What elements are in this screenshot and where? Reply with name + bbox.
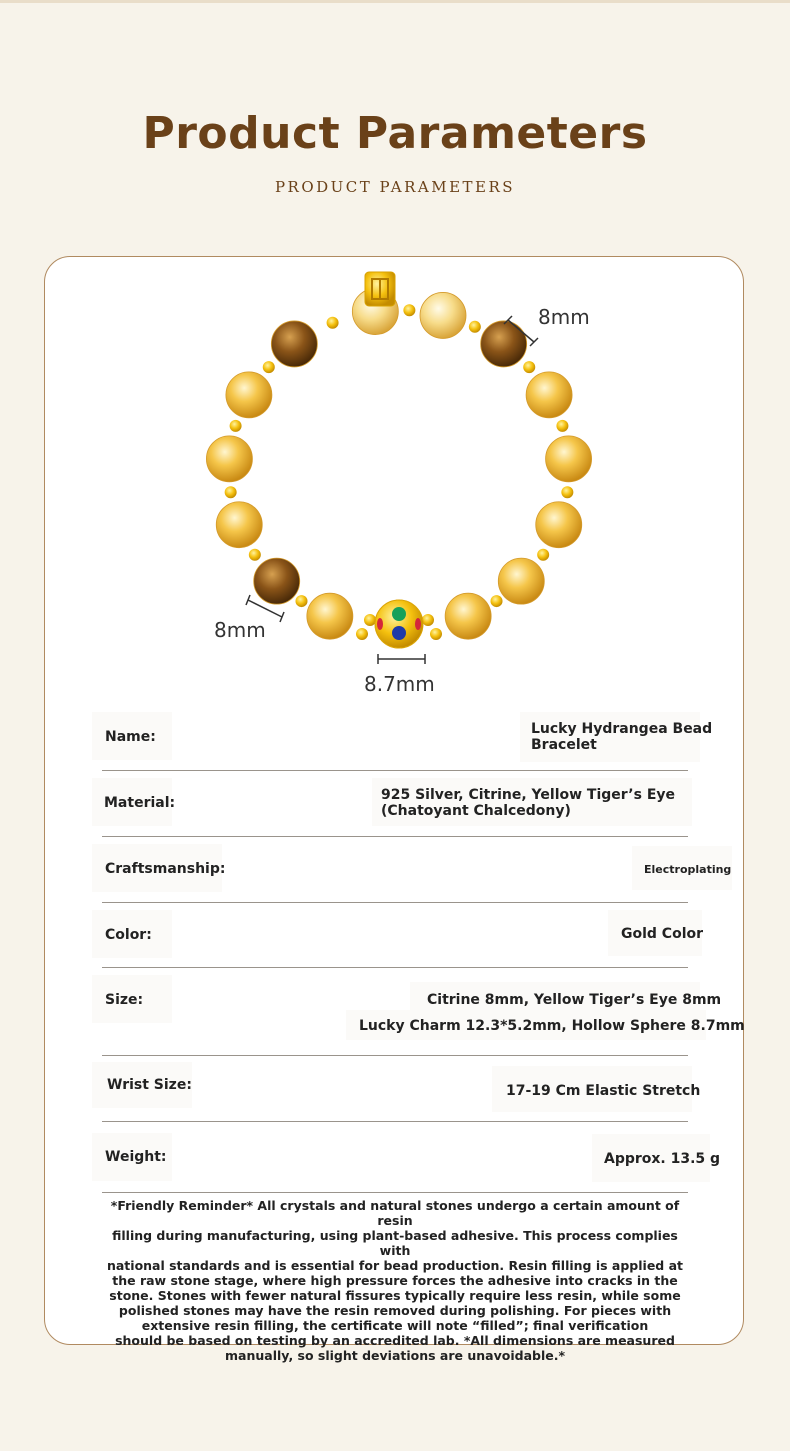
spacer-bead [230, 420, 242, 432]
spacer-bead [403, 304, 415, 316]
dimension-bottom: 8.7mm [364, 672, 435, 696]
reminder-line: the raw stone stage, where high pressure forces the adhesive into cracks in the [112, 1273, 678, 1288]
spacer-bead [523, 361, 535, 373]
stone-bead [206, 436, 252, 482]
stone-bead [498, 558, 544, 604]
spacer-bead [491, 595, 503, 607]
reminder-line: polished stones may have the resin removed during polishing. For pieces with [118, 1303, 672, 1318]
spacer-bead [561, 486, 573, 498]
reminder-line: filling during manufacturing, using plant-based adhesive. This process complies with [112, 1228, 678, 1258]
size-value-line2: Lucky Charm 12.3*5.2mm, Hollow Sphere 8.7mm [359, 1018, 745, 1034]
spacer-bead [537, 549, 549, 561]
reminder-line: extensive resin filling, the certificate will note “filled”; final verification [141, 1318, 649, 1333]
lucky-charm [365, 272, 395, 306]
name-value-line1: Lucky Hydrangea Bead [531, 721, 713, 737]
material-value-line1: 925 Silver, Citrine, Yellow Tiger’s Eye [381, 787, 675, 803]
row-divider [102, 902, 688, 903]
spacer-bead [263, 361, 275, 373]
spacer-bead [556, 420, 568, 432]
stone-bead [216, 502, 262, 548]
spacer-bead [327, 317, 339, 329]
name-label: Name: [105, 729, 156, 745]
stone-bead [271, 321, 317, 367]
row-divider [102, 836, 688, 837]
material-value-line2: (Chatoyant Chalcedony) [381, 803, 571, 819]
name-value-line2: Bracelet [531, 737, 597, 753]
reminder-line: stone. Stones with fewer natural fissures typically require less resin, while some [109, 1288, 681, 1303]
page-title: Product Parameters [142, 108, 648, 159]
spacer-bead [225, 486, 237, 498]
weight-label: Weight: [105, 1149, 167, 1165]
size-value-line1: Citrine 8mm, Yellow Tiger’s Eye 8mm [427, 992, 722, 1008]
spacer-bead [295, 595, 307, 607]
material-label: Material: [104, 795, 176, 811]
dimension-left: 8mm [214, 618, 266, 642]
wrist-size-label: Wrist Size: [107, 1077, 192, 1093]
reminder-line: manually, so slight deviations are unavoidable.* [225, 1348, 565, 1363]
page-subtitle: PRODUCT PARAMETERS [274, 178, 516, 196]
color-value: Gold Color [621, 926, 704, 942]
craftsmanship-value: Electroplating [644, 863, 732, 876]
spacer-bead [430, 628, 442, 640]
top-border [0, 0, 790, 3]
hollow-sphere [375, 600, 423, 648]
stone-bead [546, 436, 592, 482]
friendly-reminder [100, 1198, 690, 1363]
stone-bead [536, 502, 582, 548]
spacer-bead [364, 614, 376, 626]
reminder-line: national standards and is essential for bead production. Resin filling is applied at [106, 1258, 684, 1273]
stone-bead [445, 593, 491, 639]
craftsmanship-label: Craftsmanship: [105, 861, 226, 877]
reminder-line: should be based on testing by an accredited lab. *All dimensions are measured [115, 1333, 675, 1348]
spacer-bead [469, 321, 481, 333]
stone-bead [226, 372, 272, 418]
reminder-line: *Friendly Reminder* All crystals and natural stones undergo a certain amount of resin [110, 1198, 680, 1228]
spacer-bead [422, 614, 434, 626]
row-divider [102, 1055, 688, 1056]
wrist-size-value: 17-19 Cm Elastic Stretch [506, 1083, 701, 1099]
stone-bead [420, 292, 466, 338]
row-divider [102, 967, 688, 968]
spacer-bead [249, 549, 261, 561]
stone-bead [254, 558, 300, 604]
stone-bead [481, 321, 527, 367]
row-divider [102, 1192, 688, 1193]
stone-bead [526, 372, 572, 418]
color-label: Color: [105, 927, 152, 943]
spacer-bead [356, 628, 368, 640]
dimension-line-bottom [378, 654, 425, 664]
weight-value: Approx. 13.5 g [604, 1151, 721, 1167]
stone-bead [307, 593, 353, 639]
dimension-top-right: 8mm [538, 305, 590, 329]
size-label: Size: [105, 992, 144, 1008]
row-divider [102, 770, 688, 771]
row-divider [102, 1121, 688, 1122]
